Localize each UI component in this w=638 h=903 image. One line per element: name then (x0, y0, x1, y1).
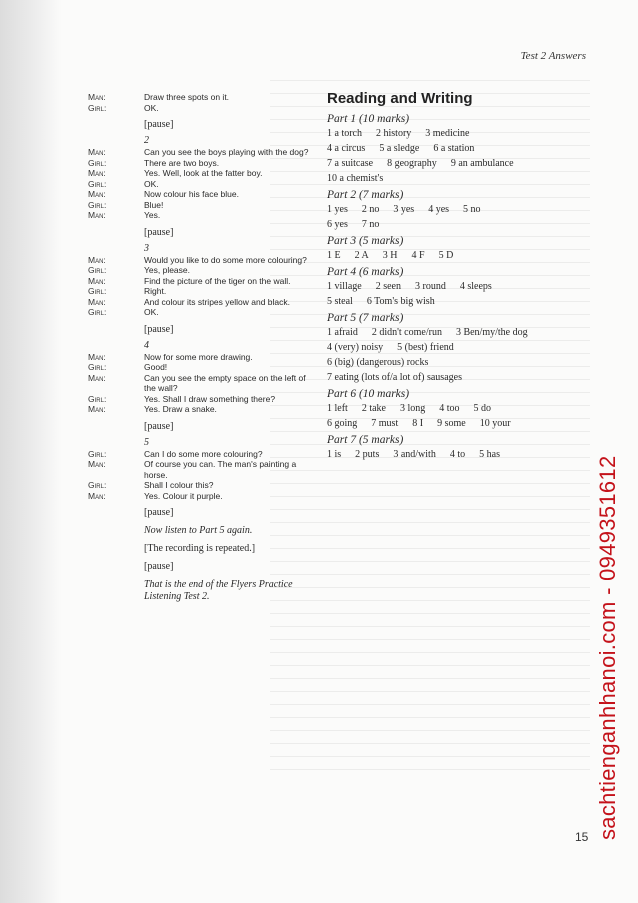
answer-item: 3 medicine (425, 128, 470, 139)
part-title: Part 4 (6 marks) (327, 266, 404, 278)
part-title: Part 3 (5 marks) (327, 235, 404, 247)
answer-row (327, 416, 572, 431)
answer-row (327, 447, 572, 462)
answer-item: 9 some (437, 418, 466, 429)
transcript-line (88, 373, 318, 394)
speech-text: Right. (144, 286, 167, 296)
transcript-line (88, 92, 318, 103)
speaker-label: Man: (88, 296, 106, 307)
speech-text: Yes. Colour it purple. (144, 490, 223, 501)
transcript-line (88, 394, 318, 405)
stage-note: [pause] (144, 561, 174, 572)
transcript-line (88, 265, 318, 276)
transcript-line (88, 491, 318, 502)
speech-text: Yes. Shall I draw something there? (144, 393, 276, 404)
answer-item: 6 a station (433, 143, 475, 154)
answer-row (327, 141, 572, 156)
speech-text: Can you see the empty space on the left of the wall? (144, 372, 306, 393)
speech-text: Yes. Well, look at the fatter boy. (144, 168, 263, 178)
listening-transcript (88, 92, 318, 607)
transcript-line (88, 276, 318, 287)
answer-item: 8 I (412, 418, 424, 429)
answer-item: 4 to (449, 449, 466, 460)
transcript-line (88, 352, 318, 363)
speaker-label: Man: (88, 147, 106, 157)
reading-writing-answers (327, 90, 572, 462)
transcript-line (88, 307, 318, 318)
speaker-label: Girl: (88, 286, 107, 296)
transcript-line (88, 168, 318, 179)
speech-text: Blue! (144, 199, 164, 210)
stage-note: [pause] (144, 119, 174, 130)
speaker-label: Girl: (88, 480, 107, 490)
speech-text: Now for some more drawing. (144, 351, 253, 362)
answer-item: 6 going (327, 418, 358, 429)
speaker-label: Man: (88, 254, 106, 265)
answer-item: 3 and/with (393, 449, 436, 460)
answer-item: 1 afraid (327, 327, 358, 338)
speech-text: Draw three spots on it. (144, 92, 230, 102)
answer-item: 5 do (473, 403, 492, 414)
stage-note: [pause] (144, 323, 174, 335)
answer-item: 7 no (361, 219, 380, 230)
answer-item: 2 take (361, 403, 386, 414)
transcript-line (88, 459, 318, 480)
speech-text: OK. (144, 178, 159, 189)
answer-row (327, 370, 572, 385)
answer-row (327, 294, 572, 309)
answer-row (327, 156, 572, 171)
answer-row (327, 401, 572, 416)
answer-row (327, 279, 572, 294)
speech-text: And colour its stripes yellow and black. (144, 296, 290, 307)
speech-text: Yes. (144, 210, 161, 220)
transcript-line (88, 103, 318, 114)
answer-row (327, 202, 572, 217)
speaker-label: Girl: (88, 178, 107, 189)
speech-text: Yes. Draw a snake. (144, 404, 217, 414)
answer-item: 2 didn't come/run (371, 327, 442, 338)
speech-text: Now colour his face blue. (144, 189, 239, 199)
speech-text: Would you like to do some more colouring? (144, 254, 307, 265)
answer-item: 5 no (463, 204, 481, 215)
answer-row (327, 325, 572, 340)
transcript-line (88, 158, 318, 169)
answer-item: 4 too (439, 403, 460, 414)
speaker-label: Man: (88, 92, 106, 102)
part-title: Part 6 (10 marks) (327, 388, 410, 400)
speech-text: Yes, please. (144, 265, 190, 275)
answer-item: 1 village (327, 281, 362, 292)
speech-text: OK. (144, 102, 159, 113)
question-number: 4 (144, 339, 149, 351)
answer-item: 2 no (361, 204, 380, 215)
answer-item: 5 steal (327, 296, 353, 307)
answer-item: 1 a torch (327, 128, 362, 139)
scan-shadow (0, 0, 62, 903)
speech-text: Shall I colour this? (144, 480, 214, 490)
answer-item: 2 seen (375, 281, 401, 292)
running-header: Test 2 Answers (520, 50, 586, 62)
transcript-line (88, 179, 318, 190)
transcript-line (88, 449, 318, 460)
speaker-label: Man: (88, 404, 106, 414)
side-watermark: sachtienganhhanoi.com - 0949351612 (595, 455, 620, 840)
question-number: 3 (144, 242, 149, 254)
speech-text: Can I do some more colouring? (144, 448, 263, 459)
answer-item: 3 round (415, 281, 446, 292)
speaker-label: Man: (88, 189, 106, 199)
part-title: Part 5 (7 marks) (327, 312, 404, 324)
answer-row (327, 217, 572, 232)
answer-item: 9 an ambulance (450, 158, 514, 169)
speech-text: Good! (144, 362, 168, 372)
answer-item: 5 has (479, 449, 500, 460)
section-title: Reading and Writing (327, 90, 473, 107)
answer-item: 1 left (327, 403, 348, 414)
stage-note: [pause] (144, 226, 174, 238)
answer-item: 6 (big) (dangerous) rocks (327, 357, 429, 368)
speaker-label: Girl: (88, 393, 107, 404)
answer-item: 1 E (327, 250, 341, 261)
speech-text: Of course you can. The man's painting a horse. (144, 459, 297, 480)
transcript-line (88, 480, 318, 491)
answer-item: 5 (best) friend (397, 342, 454, 353)
speaker-label: Girl: (88, 265, 107, 275)
answer-item: 1 is (327, 449, 342, 460)
answer-row (327, 340, 572, 355)
speech-text: Can you see the boys playing with the dog? (144, 147, 309, 157)
answer-item: 1 yes (327, 204, 348, 215)
transcript-line (88, 404, 318, 415)
answer-item: 6 Tom's big wish (366, 296, 435, 307)
answer-item: 7 must (371, 418, 399, 429)
speaker-label: Man: (88, 372, 106, 383)
speaker-label: Man: (88, 275, 106, 286)
answer-item: 2 A (354, 250, 369, 261)
stage-note: That is the end of the Flyers Practice Listening Test 2. (144, 579, 293, 602)
speaker-label: Girl: (88, 102, 107, 113)
speaker-label: Man: (88, 210, 106, 220)
speech-text: Find the picture of the tiger on the wall. (144, 275, 291, 286)
answer-item: 4 a circus (327, 143, 366, 154)
answer-item: 5 a sledge (379, 143, 420, 154)
speaker-label: Girl: (88, 448, 107, 459)
transcript-line (88, 297, 318, 308)
answer-item: 4 sleeps (459, 281, 492, 292)
part-title: Part 2 (7 marks) (327, 189, 404, 201)
transcript-line (88, 200, 318, 211)
speaker-label: Girl: (88, 362, 107, 372)
answer-item: 10 your (479, 418, 511, 429)
answer-row (327, 355, 572, 370)
speaker-label: Man: (88, 490, 106, 501)
transcript-line (88, 210, 318, 221)
speaker-label: Girl: (88, 199, 107, 210)
answer-item: 3 H (382, 250, 398, 261)
answer-item: 4 yes (428, 204, 450, 215)
answer-item: 7 eating (lots of/a lot of) sausages (327, 372, 462, 383)
answer-row (327, 248, 572, 263)
answer-item: 2 history (376, 128, 412, 139)
answer-item: 3 Ben/my/the dog (455, 327, 528, 338)
stage-note: [The recording is repeated.] (144, 543, 256, 554)
part-title: Part 7 (5 marks) (327, 434, 404, 446)
answer-item: 8 geography (387, 158, 437, 169)
stage-note: [pause] (144, 507, 174, 518)
answer-item: 6 yes (327, 219, 348, 230)
question-number: 2 (144, 135, 149, 146)
answer-item: 10 a chemist's (327, 173, 384, 184)
question-number: 5 (144, 436, 149, 448)
page-number: 15 (575, 830, 589, 844)
speaker-label: Girl: (88, 157, 107, 168)
stage-note: Now listen to Part 5 again. (144, 525, 253, 536)
answer-item: 2 puts (355, 449, 380, 460)
transcript-line (88, 255, 318, 266)
speaker-label: Man: (88, 459, 106, 469)
answer-item: 3 yes (393, 204, 415, 215)
transcript-line (88, 189, 318, 200)
transcript-line (88, 362, 318, 373)
answer-item: 4 (very) noisy (327, 342, 384, 353)
answer-item: 5 D (438, 250, 454, 261)
transcript-line (88, 286, 318, 297)
speech-text: OK. (144, 307, 159, 317)
speaker-label: Man: (88, 351, 106, 362)
speech-text: There are two boys. (144, 157, 220, 168)
speaker-label: Man: (88, 168, 106, 178)
answer-row (327, 171, 572, 186)
answer-item: 3 long (399, 403, 426, 414)
speaker-label: Girl: (88, 307, 107, 317)
answer-row (327, 126, 572, 141)
stage-note: [pause] (144, 420, 174, 432)
answer-item: 4 F (411, 250, 425, 261)
transcript-line (88, 147, 318, 158)
answer-item: 7 a suitcase (327, 158, 374, 169)
part-title: Part 1 (10 marks) (327, 113, 410, 125)
